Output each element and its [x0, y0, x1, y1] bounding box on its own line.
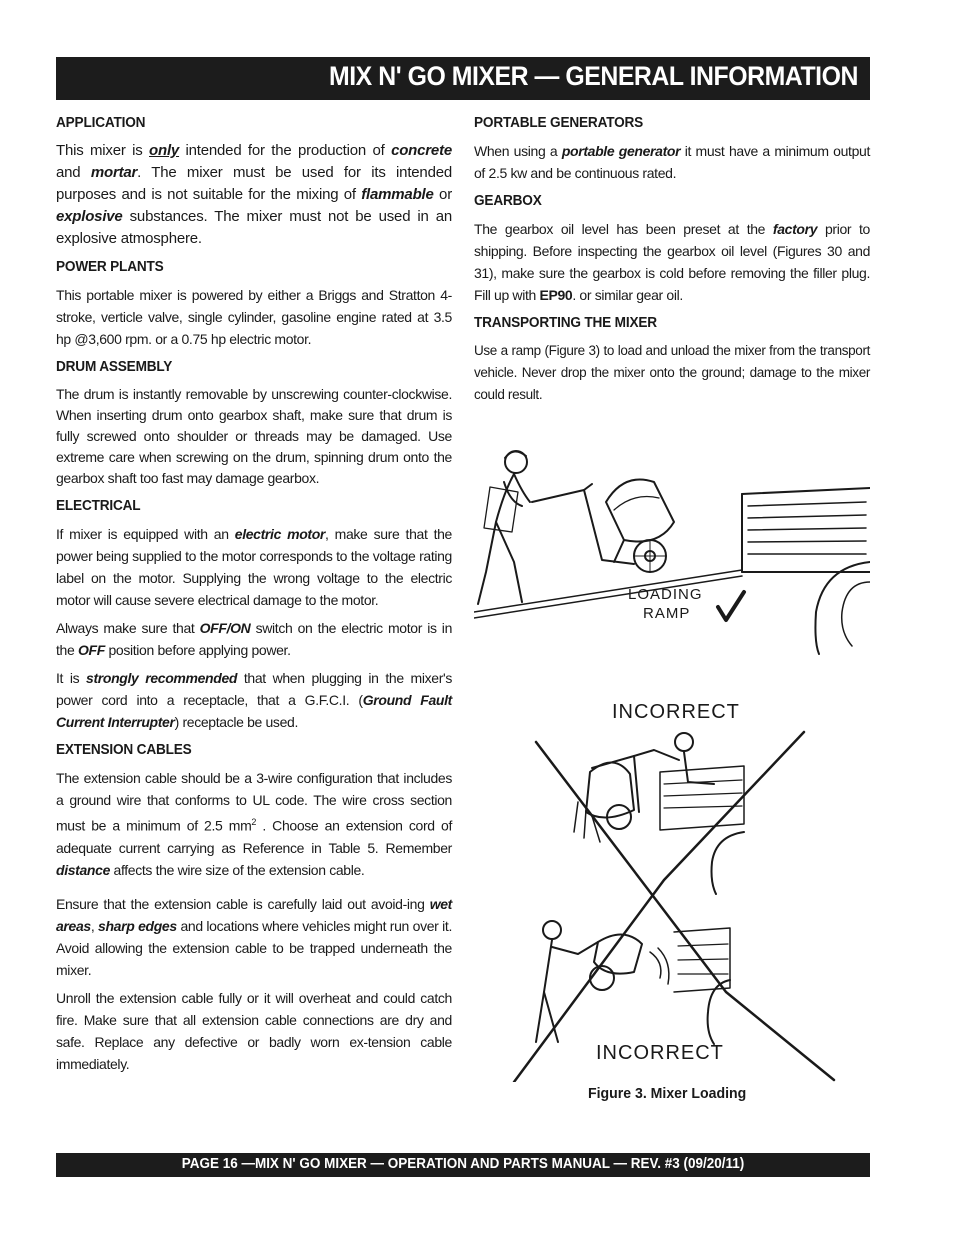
application-heading: APPLICATION — [56, 115, 146, 131]
left-column — [56, 112, 452, 1081]
incorrect-scene-top — [574, 733, 744, 894]
checkmark-icon — [718, 592, 744, 620]
incorrect-scene-bottom — [536, 921, 730, 1044]
footer-bar — [56, 1153, 870, 1177]
extension-paragraph-2: Ensure that the extension cable is carefully laid out avoid-ing wet areas, sharp edges and locations where vehicles might run over it. Avoid allowing the extension cable to be trapped underneath the mixer. — [56, 895, 452, 978]
section-application — [56, 112, 452, 250]
section-extension-cables — [56, 739, 452, 1075]
electrical-paragraph-1: If mixer is equipped with an electric motor, make sure that the power being supplied to the motor corresponds to the voltage rating label on the motor. Supplying the wrong voltage to the electric motor will cause severe electrical damage to the motor. — [56, 526, 452, 608]
portable-generators-heading: PORTABLE GENERATORS — [474, 115, 644, 131]
extension-cables-heading: EXTENSION CABLES — [56, 742, 192, 758]
footer-text: PAGE 16 —MIX N' GO MIXER — OPERATION AND PARTS MANUAL — REV. #3 (09/20/11) — [181, 1156, 745, 1172]
section-portable-generators — [474, 112, 870, 184]
loading-label-line-1: LOADING — [628, 586, 703, 603]
application-text: This mixer is only intended for the production of concrete and mortar. The mixer must be used for its intended purposes and is not suitable for the mixing of flammable or explosive substances. The mixer must not be used in an explosive atmosphere. — [56, 142, 453, 247]
incorrect-cross-line-2 — [514, 732, 804, 1082]
portable-generators-text: When using a portable generator it must have a minimum output of 2.5 kw and be continuous rated. — [474, 143, 871, 181]
power-plants-heading: POWER PLANTS — [56, 259, 164, 275]
section-drum-assembly — [56, 356, 452, 489]
header-bar — [56, 57, 870, 100]
power-plants-text: This portable mixer is powered by either a Briggs and Stratton 4-stroke, verticle valve, single cylinder, gasoline engine rated at 3.5 hp @3,600 rpm. or a 0.75 hp electric motor. — [56, 287, 452, 347]
right-column — [474, 112, 870, 412]
section-gearbox — [474, 190, 870, 306]
section-power-plants — [56, 256, 452, 350]
gearbox-heading: GEARBOX — [474, 193, 542, 209]
figure-caption: Figure 3. Mixer Loading — [588, 1085, 747, 1102]
transporting-text: Use a ramp (Figure 3) to load and unload the mixer from the transport vehicle. Never drop the mixer onto the ground; damage to the mixer could result. — [474, 343, 870, 402]
gearbox-text: The gearbox oil level has been preset at the factory prior to shipping. Before inspecting the gearbox oil level (Figures 30 and 31), make sure the gearbox is cold before removing the filler plug. Fill up with EP90. or similar gear oil. — [474, 221, 870, 303]
loading-label-line-2: RAMP — [643, 605, 691, 622]
figure-illustration — [474, 432, 870, 1082]
figure-mixer-loading — [474, 432, 870, 1082]
section-transporting — [474, 312, 870, 406]
electrical-paragraph-3: It is strongly recommended that when plugging in the mixer's power cord into a receptacle, that a G.F.C.I. (Ground Fault Current Interrupter) receptacle be used. — [56, 670, 452, 730]
electrical-heading: ELECTRICAL — [56, 498, 141, 514]
incorrect-cross-line-1 — [536, 742, 834, 1080]
section-electrical — [56, 495, 452, 733]
incorrect-label-top: INCORRECT — [612, 701, 740, 723]
extension-paragraph-1: The extension cable should be a 3-wire configuration that includes a ground wire that conforms to UL code. The wire cross section must be a minimum of 2.5 $mm^2$ . Choose an extension cord of adequate current carrying as Reference in Table 5. Remember distance affects the wire size of the extension cable. — [56, 770, 452, 878]
incorrect-label-bottom: INCORRECT — [596, 1042, 724, 1064]
page-title: MIX N' GO MIXER — GENERAL INFORMATION — [329, 61, 858, 91]
electrical-paragraph-2: Always make sure that OFF/ON switch on the electric motor is in the OFF position before applying power. — [56, 620, 453, 658]
drum-assembly-heading: DRUM ASSEMBLY — [56, 359, 173, 375]
correct-loading-scene — [474, 451, 870, 654]
transporting-heading: TRANSPORTING THE MIXER — [474, 315, 657, 331]
extension-paragraph-3: Unroll the extension cable fully or it will overheat and could catch fire. Make sure that all extension cable connections are dry and safe. Replace any defective or badly worn ex-tension cable immediately. — [56, 989, 452, 1072]
drum-assembly-text: The drum is instantly removable by unscrewing counter-clockwise. When inserting drum onto gearbox shaft, make sure that drum is fully screwed onto shoulder or threads may be damaged. Use extreme care when screwing on the drum, spinning drum onto the gearbox shaft too fast may damage gearbox. — [56, 386, 452, 486]
